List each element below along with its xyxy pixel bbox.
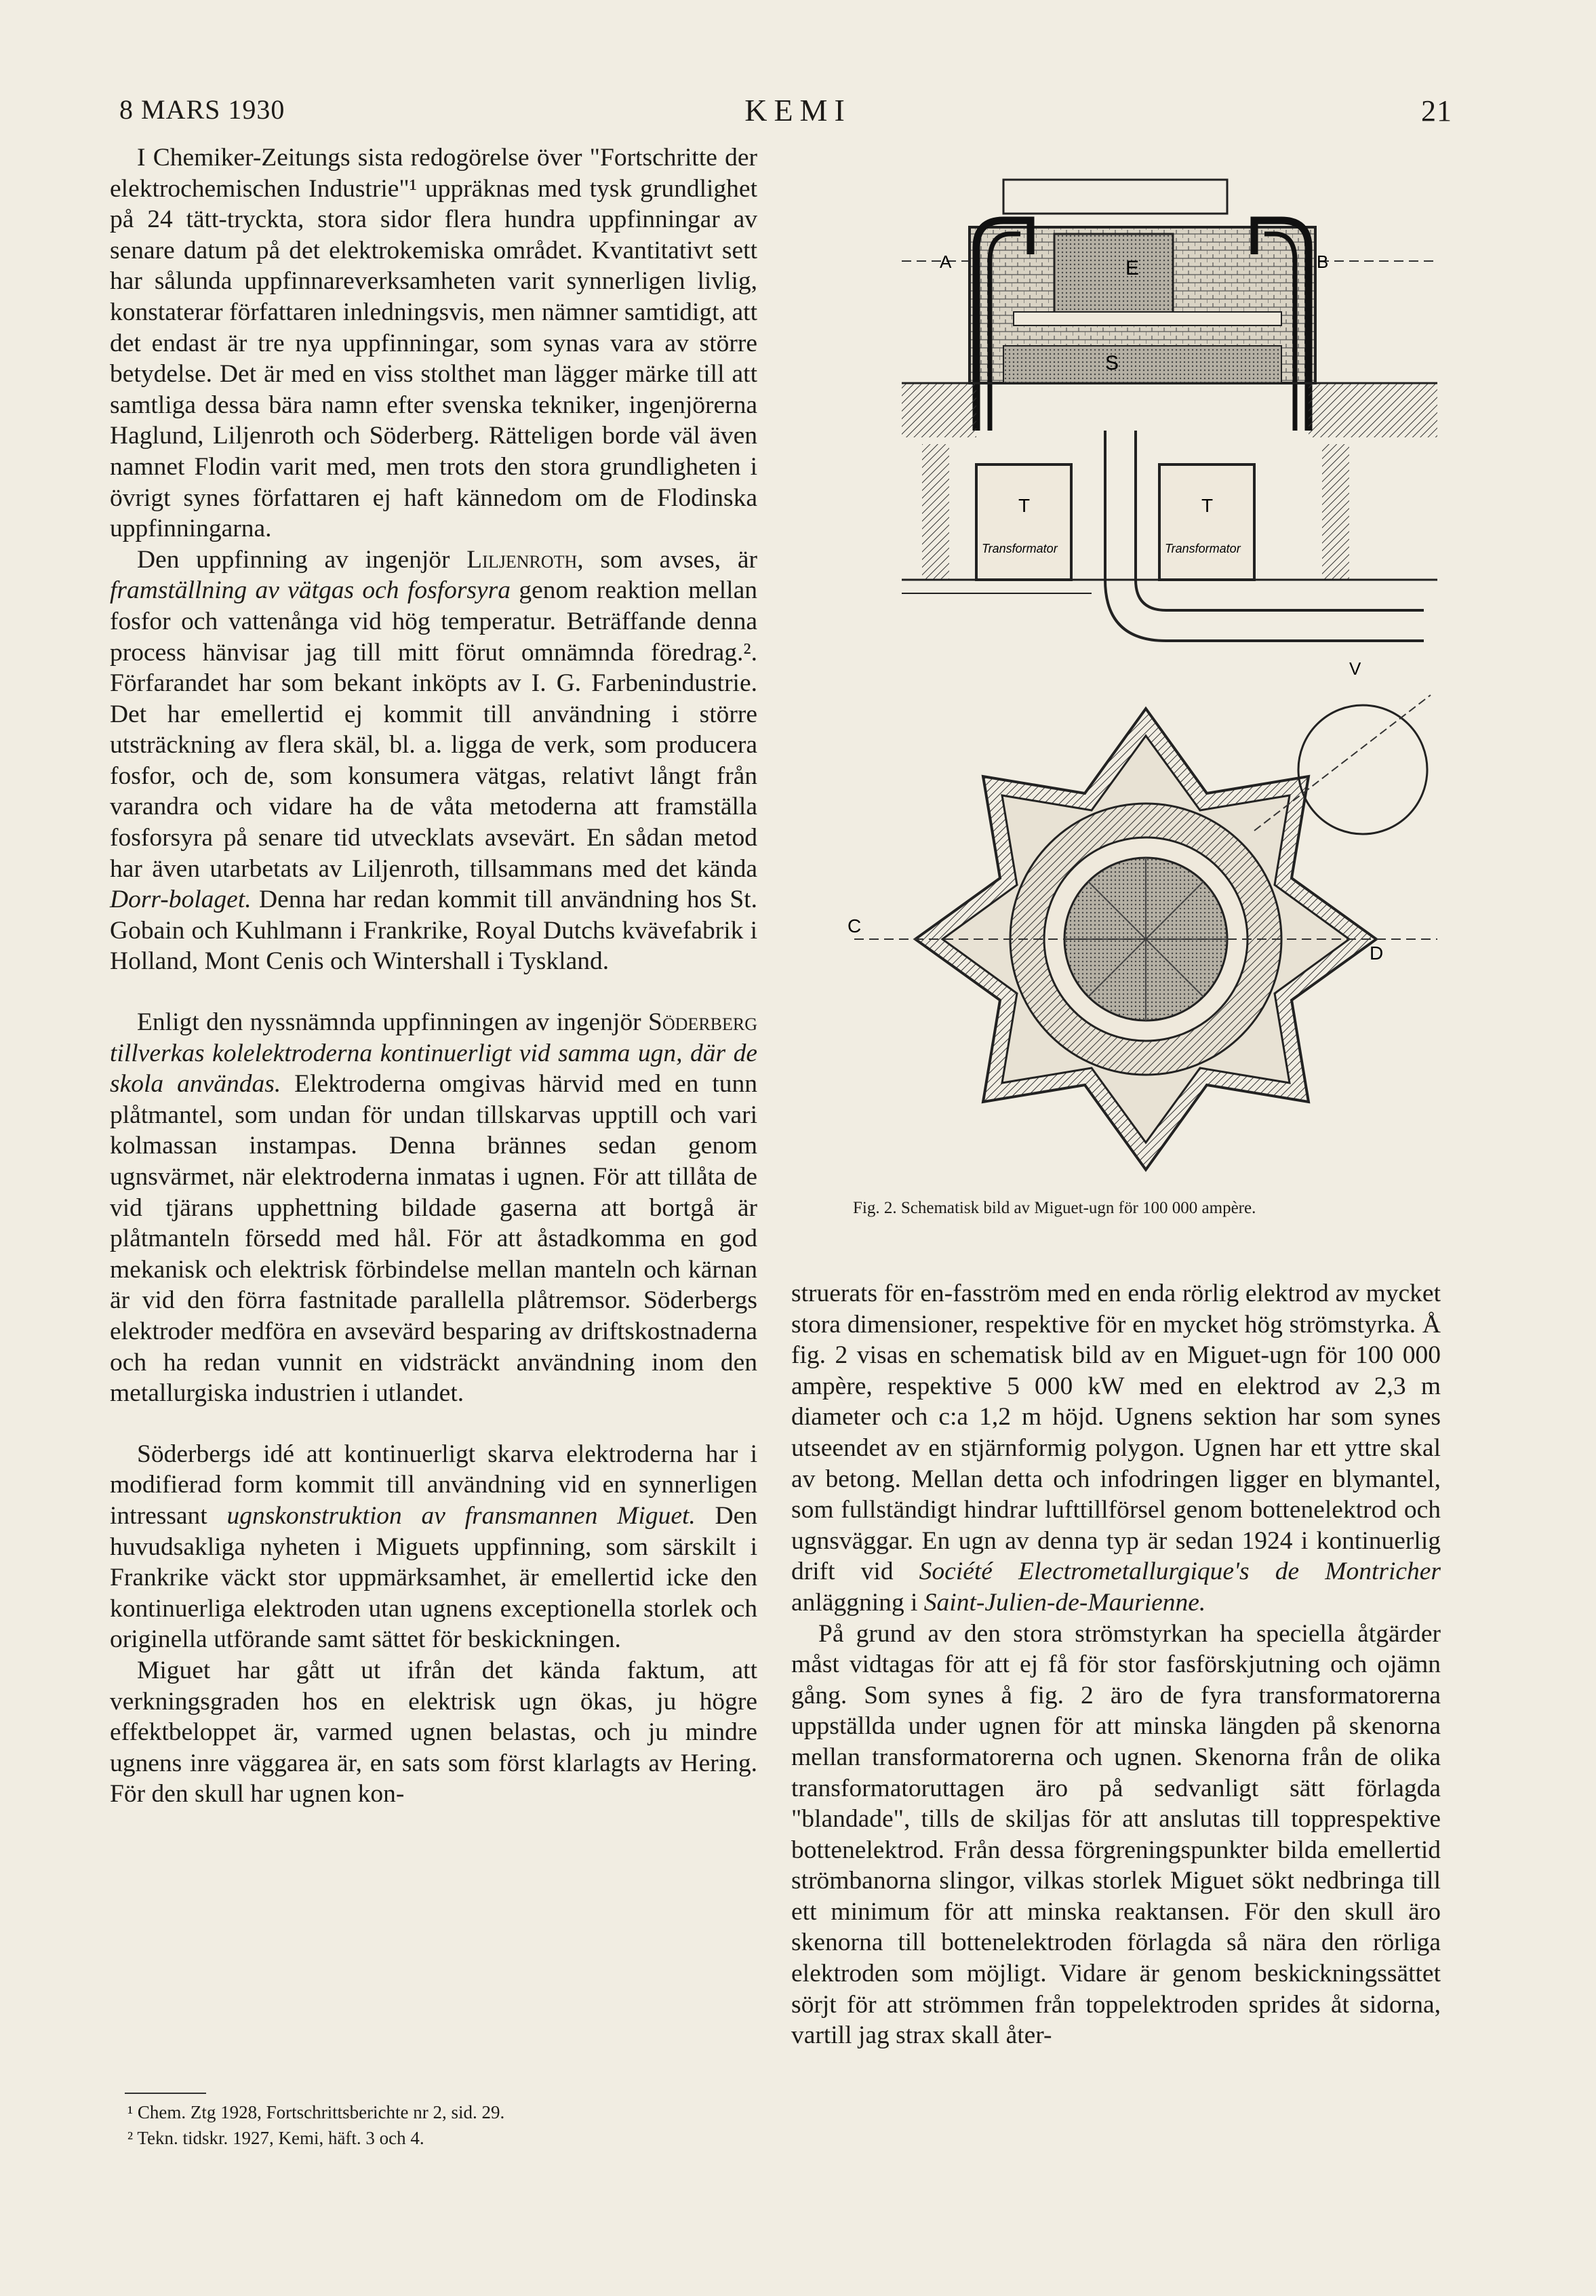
label-v: V (1349, 658, 1361, 679)
label-t1: T (1018, 495, 1031, 516)
footnote-2: ² Tekn. tidskr. 1927, Kemi, häft. 3 och 4. (127, 2128, 424, 2148)
paragraph-miguet-intro: Söderbergs idé att kontinuerligt skarva elektroderna har i modifierad form kommit till användning vid en synnerligen intressant ugnskonstruktion av fransmannen Miguet. Den huvudsakliga nyheten i Miguets uppfinning, som särskilt i Frankrike väckt stor uppmärksamhet, är emellertid icke den kontinuerliga elektroden utan ugnens exceptionella storlek och originella utförande samt sättet för beskickningen. (110, 1440, 757, 1654)
paragraph-soderberg: Enligt den nyssnämnda uppfinningen av ingenjör Söderberg tillverkas kolelektroderna kontinuerligt vid samma ugn, där de skola användas. Elektroderna omgivas härvid med en tunn plåtmantel, som undan för undan tillskarvas upptill och vari kolmassan instampas. Denna brännes sedan genom ugnsvärmet, när elektroderna inmatas i ugnen. För att tillåta de vid tjärans upphettning bildade gaserna att bortgå är plåtmanteln försedd med hål. För att åstadkomma en god mekanisk och elektrisk förbindelse mellan manteln och kärnan är vid den förra fastnitade parallella plåtremsor. Söderbergs elektroder medföra en avsevärd besparing av driftskostnaderna och ha redan vunnit en vidsträckt användning inom den metallurgiska industrien i utlandet. (110, 1008, 757, 1408)
footnote-1: ¹ Chem. Ztg 1928, Fortschrittsberichte nr 2, sid. 29. (127, 2102, 505, 2122)
label-t2: T (1201, 495, 1214, 516)
furnace-drawing (847, 173, 1437, 1190)
paragraph-liljenroth: Den uppfinning av ingenjör Liljenroth, som avses, är framställning av vätgas och fosforsyra genom reaktion mellan fosfor och vattenånga vid hög temperatur. Beträffande denna process hänvisar jag till mitt förut omnämnda föredrag.². Förfarandet har som bekant inköpts av I. G. Farbenindustrie. Det har emellertid ej kommit till användning i större utsträckning av flera skäl, bl. a. ligga de verk, som producera fosfor, och de, som konsumera vätgas, relativt långt från varandra och vidare ha de våta metoderna att framställa fosforsyra på senare tid utvecklats avsevärt. En sådan metod har även utarbetats av Liljenroth, tillsammans med det kända Dorr-bolaget. Denna har redan kommit till användning hos St. Gobain och Kuhlmann i Frankrike, Royal Dutchs kvävefabrik i Holland, Mont Cenis och Wintershall i Tyskland. (110, 545, 757, 976)
figure-miguet-furnace (847, 173, 1437, 1190)
paragraph-chemiker-zeitung: I Chemiker-Zeitungs sista redogörelse över "Fortschritte der elektrochemischen Industrie"¹ uppräknas med tysk grundlighet på 24 tätt-tryckta, stora sidor flera hundra uppfinningar av senare datum på det elektrokemiska området. Kvantitativt sett har sålunda uppfinnareverksamheten varit synnerligen livlig, konstaterar författaren inledningsvis, men nämner samtidigt, att det endast är tre nya uppfinningar, som synas vara av större betydelse. Det är med en viss stolthet man lägger märke till att samtliga dessa bära namn efter svenska tekniker, ingenjörerna Haglund, Liljenroth och Söderberg. Rätteligen borde väl även namnet Flodin varit med, men trots den stora grundligheten i övrigt synes författaren ej haft kännedom om de Flodinska uppfinningarna. (110, 144, 757, 543)
footnote-rule (125, 2093, 206, 2094)
plan-view (847, 695, 1437, 1170)
name-liljenroth: Liljenroth (466, 545, 578, 574)
label-a: A (940, 252, 952, 272)
label-d: D (1370, 943, 1384, 964)
paragraph-furnace-description: struerats för en-fasström med en enda rörlig elektrod av mycket stora dimensioner, respektive för en mycket hög strömstyrka. Å fig. 2 visas en schematisk bild av en Miguet-ugn för 100 000 ampère, respektive 5 000 kW med en elektrod av 2,3 m diameter och c:a 1,2 m höjd. Ugnens sektion har som synes utseendet av en stjärnformig polygon. Ugnen har ett yttre skal av betong. Mellan detta och infodringen ligger en blymantel, som fullständigt hindrar lufttillförsel genom bottenelektrod och ugnsväggar. En ugn av denna typ är sedan 1924 i kontinuerlig drift vid Société Electrometallurgique's de Montricher anläggning i Saint-Julien-de-Maurienne. (791, 1280, 1441, 1617)
right-column (791, 1278, 1441, 2051)
paragraph-miguet-efficiency: Miguet har gått ut ifrån det kända faktum, att verkningsgraden hos en elektrisk ugn ökas, ju högre effektbeloppet är, varmed ugnen belastas, och ju mindre ugnens inre väggarea är, en sats som först klarlagts av Hering. För den skull har ugnen kon- (110, 1656, 757, 1808)
elevation-view (902, 180, 1437, 679)
page-date: 8 MARS 1930 (119, 94, 285, 125)
label-b: B (1317, 252, 1329, 272)
name-soderberg: Söderberg (648, 1008, 757, 1037)
paragraph-transformers: På grund av den stora strömstyrkan ha speciella åtgärder måst vidtagas för att ej få för stor fasförskjutning och ojämn gång. Som synes å fig. 2 äro de fyra transformatorerna uppställda under ugnen för att minska längden på skenorna mellan transformatorerna och ugnen. Skenorna från de olika transformatoruttagen äro på sedvanligt sätt förlagda "blandade", tills de skiljas för att anslutas till topprespektive bottenelektrod. Från dessa förgreningspunkter bilda emellertid strömbanorna slingor, vilkas storlek Miguet sökt nedbringa till ett minimum för att minska reaktansen. För den skull äro skenorna till bottenelektroden förlagda så nära den rörliga elektroden som möjligt. Vidare är genom beskickningssättet sörjt för att strömmen från toppelektroden sprides åt sidorna, vartill jag strax skall åter- (791, 1619, 1441, 2050)
label-e: E (1125, 257, 1140, 279)
label-c: C (847, 915, 862, 936)
label-transformer-1: Transformator (982, 542, 1058, 555)
label-transformer-2: Transformator (1165, 542, 1241, 555)
figure-caption: Fig. 2. Schematisk bild av Miguet-ugn för 100 000 ampère. (853, 1199, 1256, 1217)
label-s: S (1105, 352, 1119, 374)
page-number: 21 (1421, 94, 1452, 127)
left-column (110, 142, 757, 1810)
journal-title: KEMI (744, 93, 852, 127)
footnotes (127, 2099, 738, 2151)
